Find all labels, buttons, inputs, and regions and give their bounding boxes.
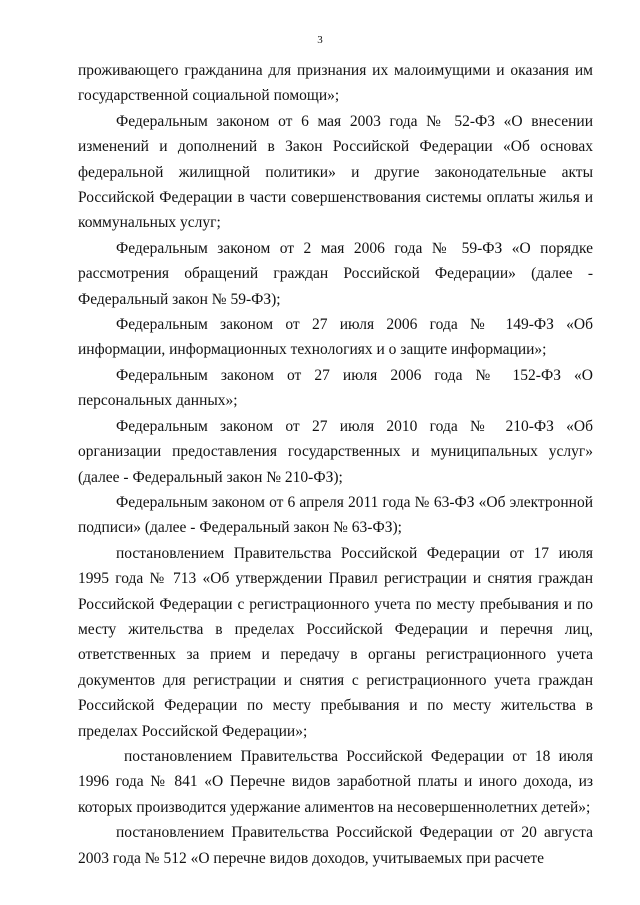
paragraph-law-149-fz: Федеральным законом от 27 июля 2006 года № 149-ФЗ «Об информации, информационных технологиях и о защите информации»; [78, 316, 593, 359]
paragraph-resolution-713: постановлением Правительства Российской Федерации от 17 июля 1995 года № 713 «Об утверждении Правил регистрации и снятия граждан Российской Федерации с регистрационного учета по месту пребывания и по месту жительства в пределах Российской Федерации и перечня лиц, ответственных за прием и передачу в органы регистрационного учета документов для регистрации и снятия с регистрационного учета граждан Российской Федерации по месту пребывания и по месту жительства в пределах Российской Федерации»; [78, 544, 593, 740]
page-number: 3 [317, 34, 323, 46]
paragraph-continuation: проживающего гражданина для признания их малоимущими и оказания им государственной социальной помощи»; [78, 62, 593, 105]
paragraph-law-210-fz: Федеральным законом от 27 июля 2010 года № 210-ФЗ «Об организации предоставления государственных и муниципальных услуг» (далее - Федеральный закон № 210-ФЗ); [78, 417, 593, 486]
paragraph-resolution-512: постановлением Правительства Российской Федерации от 20 августа 2003 года № 512 «О перечне видов доходов, учитываемых при расчете [78, 824, 593, 867]
document-body [78, 58, 593, 871]
paragraph-law-152-fz: Федеральным законом от 27 июля 2006 года № 152-ФЗ «О персональных данных»; [78, 366, 593, 410]
paragraph-resolution-841: постановлением Правительства Российской Федерации от 18 июля 1996 года № 841 «О Перечне видов заработной платы и иного дохода, из которых производится удержание алиментов на несовершеннолетних детей»; [78, 747, 593, 816]
paragraph-law-52-fz: Федеральным законом от 6 мая 2003 года № 52-ФЗ «О внесении изменений и дополнений в Закон Российской Федерации «Об основах федеральной жилищной политики» и другие законодательные акты Российской Федерации в части совершенствования системы оплаты жилья и коммунальных услуг; [78, 112, 593, 232]
paragraph-law-63-fz: Федеральным законом от 6 апреля 2011 года № 63-ФЗ «Об электронной подписи» (далее - Федеральный закон № 63-ФЗ); [78, 493, 593, 537]
paragraph-law-59-fz: Федеральным законом от 2 мая 2006 года № 59-ФЗ «О порядке рассмотрения обращений граждан Российской Федерации» (далее - Федеральный закон № 59-ФЗ); [78, 239, 593, 308]
